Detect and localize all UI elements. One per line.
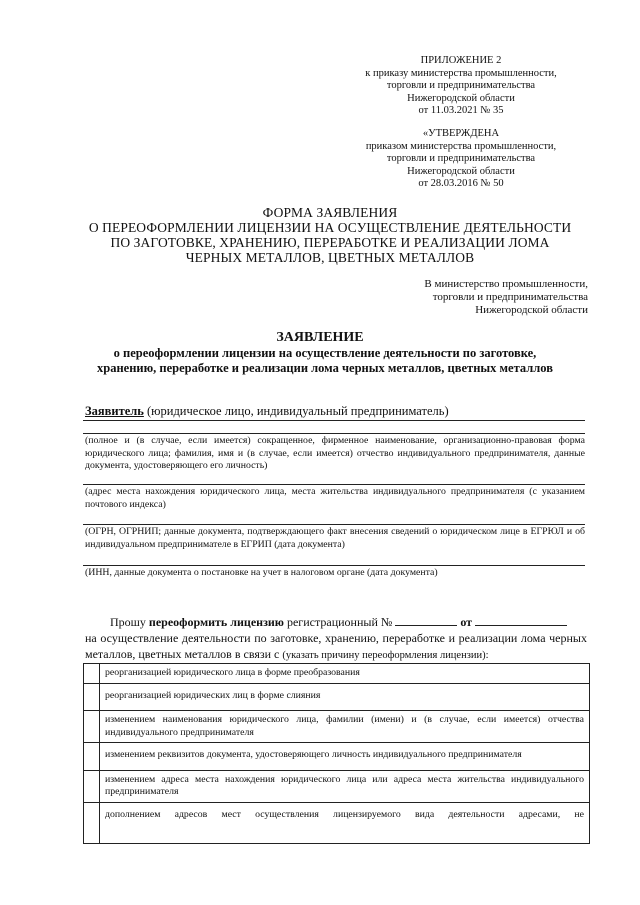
applicant-title: Заявитель bbox=[85, 404, 144, 418]
address-note: (адрес места нахождения юридического лица, места жительства индивидуального предпринимателя (с указанием почтового индекса) bbox=[85, 486, 585, 510]
address-fill-line[interactable] bbox=[83, 484, 585, 485]
name-note: (полное и (в случае, если имеется) сокращенное, фирменное наименование, организационно-правовая форма юридического лица; фамилия, имя и (в случае, если имеется) отчество индивидуального предпринимателя, данные документа, удостоверяющего его личность) bbox=[85, 435, 585, 471]
approved-line: Нижегородской области bbox=[407, 165, 515, 177]
form-title bbox=[80, 205, 580, 265]
reason-row bbox=[84, 743, 590, 771]
statement-subtitle-line: о переоформлении лицензии на осуществление деятельности по заготовке, bbox=[113, 346, 537, 360]
reason-text: дополнением адресов мест осуществления лицензируемого вида деятельности адресами, не bbox=[100, 802, 590, 843]
request-reason-text: на осуществление деятельности по заготовке, хранению, переработке и реализации лома черных металлов, цветных металлов в связи с bbox=[85, 631, 587, 661]
reason-text: изменением наименования юридического лица, фамилии (имени) и (в случае, если имеется) отчества индивидуального предпринимателя bbox=[100, 711, 590, 743]
approved-line: от 28.03.2016 № 50 bbox=[418, 178, 504, 189]
appendix-line: от 11.03.2021 № 35 bbox=[418, 105, 504, 116]
form-title-line: О ПЕРЕОФОРМЛЕНИИ ЛИЦЕНЗИИ НА ОСУЩЕСТВЛЕНИЕ ДЕЯТЕЛЬНОСТИ bbox=[88, 220, 572, 235]
recipient-block bbox=[348, 278, 588, 317]
reason-checkbox[interactable] bbox=[84, 743, 100, 771]
approved-line: приказом министерства промышленности, bbox=[365, 140, 557, 152]
name-fill-line[interactable] bbox=[83, 433, 585, 434]
request-reissue: переоформить лицензию bbox=[148, 615, 284, 629]
reason-row bbox=[84, 711, 590, 743]
date-field[interactable] bbox=[475, 614, 567, 626]
request-prefix: Прошу bbox=[110, 615, 149, 629]
applicant-hint: (юридическое лицо, индивидуальный предприниматель) bbox=[143, 404, 449, 418]
inn-fill-line[interactable] bbox=[83, 565, 585, 566]
approved-block bbox=[330, 128, 592, 191]
reason-row bbox=[84, 683, 590, 711]
approved-line: «УТВЕРЖДЕНА bbox=[422, 128, 500, 139]
applicant-label bbox=[85, 404, 449, 419]
request-reason-hint: (указать причину переоформления лицензии): bbox=[282, 650, 489, 661]
reason-row bbox=[84, 770, 590, 802]
applicant-fill-line[interactable] bbox=[83, 420, 585, 421]
appendix-line: ПРИЛОЖЕНИЕ 2 bbox=[420, 55, 502, 66]
statement-subtitle bbox=[70, 346, 580, 376]
appendix-line: к приказу министерства промышленности, bbox=[365, 67, 557, 79]
request-date-label: от bbox=[457, 615, 476, 629]
recipient-line: В министерство промышленности, bbox=[424, 278, 588, 290]
reason-checkbox[interactable] bbox=[84, 802, 100, 843]
appendix-line: Нижегородской области bbox=[407, 92, 515, 104]
form-title-line: ПО ЗАГОТОВКЕ, ХРАНЕНИЮ, ПЕРЕРАБОТКЕ И РЕАЛИЗАЦИИ ЛОМА bbox=[110, 235, 550, 250]
form-title-line: ЧЕРНЫХ МЕТАЛЛОВ, ЦВЕТНЫХ МЕТАЛЛОВ bbox=[185, 250, 475, 265]
statement-subtitle-line: хранению, переработке и реализации лома черных металлов, цветных металлов bbox=[97, 361, 553, 375]
reason-text: реорганизацией юридических лиц в форме слияния bbox=[100, 683, 590, 711]
ogrn-fill-line[interactable] bbox=[83, 524, 585, 525]
request-regnum-label: регистрационный № bbox=[283, 615, 396, 629]
statement-heading: ЗАЯВЛЕНИЕ bbox=[276, 330, 364, 345]
reason-text: реорганизацией юридического лица в форме преобразования bbox=[100, 664, 590, 684]
appendix-line: торговли и предпринимательства bbox=[386, 80, 536, 91]
form-title-line: ФОРМА ЗАЯВЛЕНИЯ bbox=[262, 205, 398, 220]
recipient-line: Нижегородской области bbox=[475, 304, 588, 316]
ogrn-note: (ОГРН, ОГРНИП; данные документа, подтверждающего факт внесения сведений о юридическом лице в ЕГРЮЛ и об индивидуальном предпринимателе в ЕГРИП (дата документа) bbox=[85, 526, 585, 550]
inn-note: (ИНН, данные документа о постановке на учет в налоговом органе (дата документа) bbox=[85, 567, 438, 578]
reason-checkbox[interactable] bbox=[84, 711, 100, 743]
reason-checkbox[interactable] bbox=[84, 770, 100, 802]
reason-checkbox[interactable] bbox=[84, 683, 100, 711]
reason-text: изменением адреса места нахождения юридического лица или адреса места жительства индивидуального предпринимателя bbox=[100, 770, 590, 802]
reason-text: изменением реквизитов документа, удостоверяющего личность индивидуального предпринимателя bbox=[100, 743, 590, 771]
request-text bbox=[85, 614, 587, 664]
reason-checkbox[interactable] bbox=[84, 664, 100, 684]
regnum-field[interactable] bbox=[395, 614, 457, 626]
reasons-table bbox=[83, 663, 590, 844]
appendix-block bbox=[330, 55, 592, 118]
recipient-line: торговли и предпринимательства bbox=[432, 291, 588, 303]
reason-row bbox=[84, 802, 590, 843]
approved-line: торговли и предпринимательства bbox=[386, 153, 536, 164]
reason-row bbox=[84, 664, 590, 684]
